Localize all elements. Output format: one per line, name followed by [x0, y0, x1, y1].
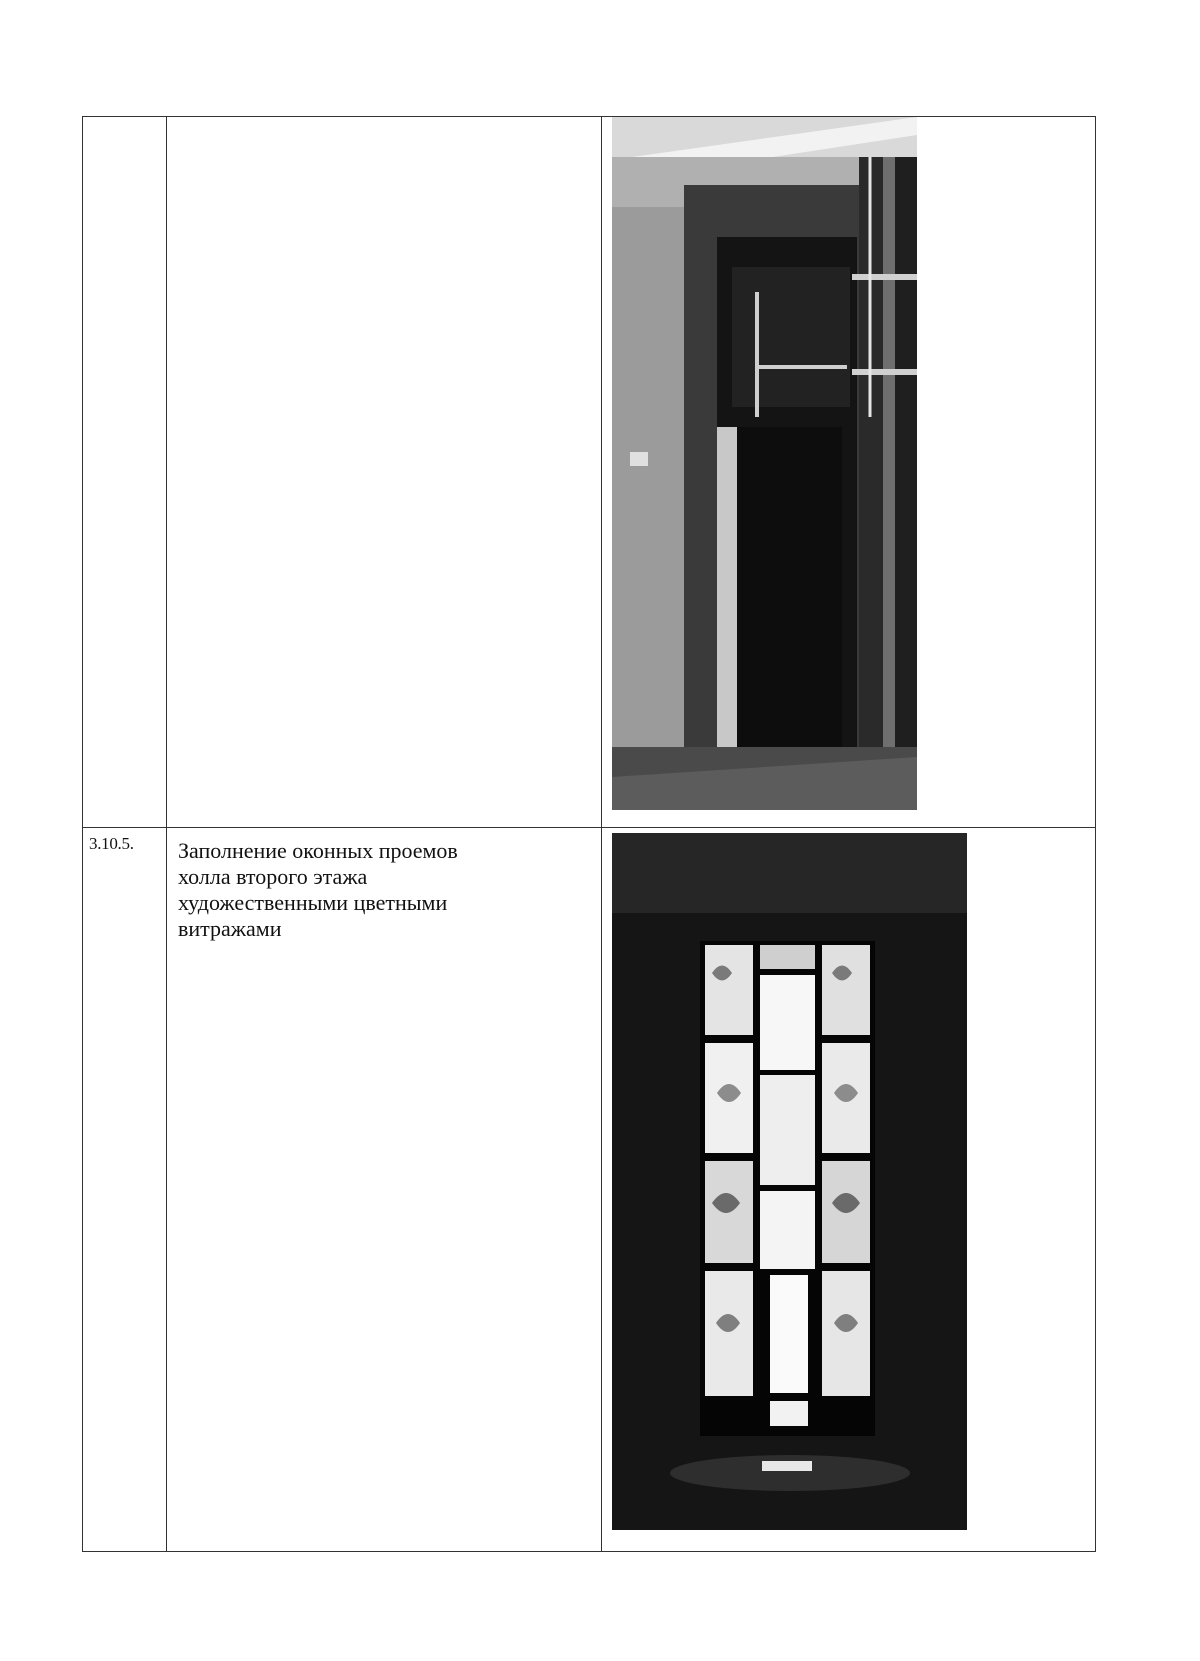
photo-cell — [602, 828, 1096, 1552]
table-row — [83, 117, 1096, 828]
row-description — [167, 117, 518, 127]
interior-doorway-photo — [612, 117, 917, 810]
stained-glass-window-photo — [612, 833, 967, 1530]
photo-cell — [602, 117, 1096, 828]
description-cell — [167, 117, 602, 828]
table-row — [83, 828, 1096, 1552]
description-cell — [167, 828, 602, 1552]
row-description: Заполнение оконных проемов холла второго этажа художественными цветными витражами — [178, 838, 458, 941]
row-number: 3.10.5. — [89, 834, 134, 853]
row-number-cell — [83, 117, 167, 828]
row-number — [83, 117, 166, 123]
row-number-cell — [83, 828, 167, 1552]
document-table — [82, 116, 1096, 1552]
